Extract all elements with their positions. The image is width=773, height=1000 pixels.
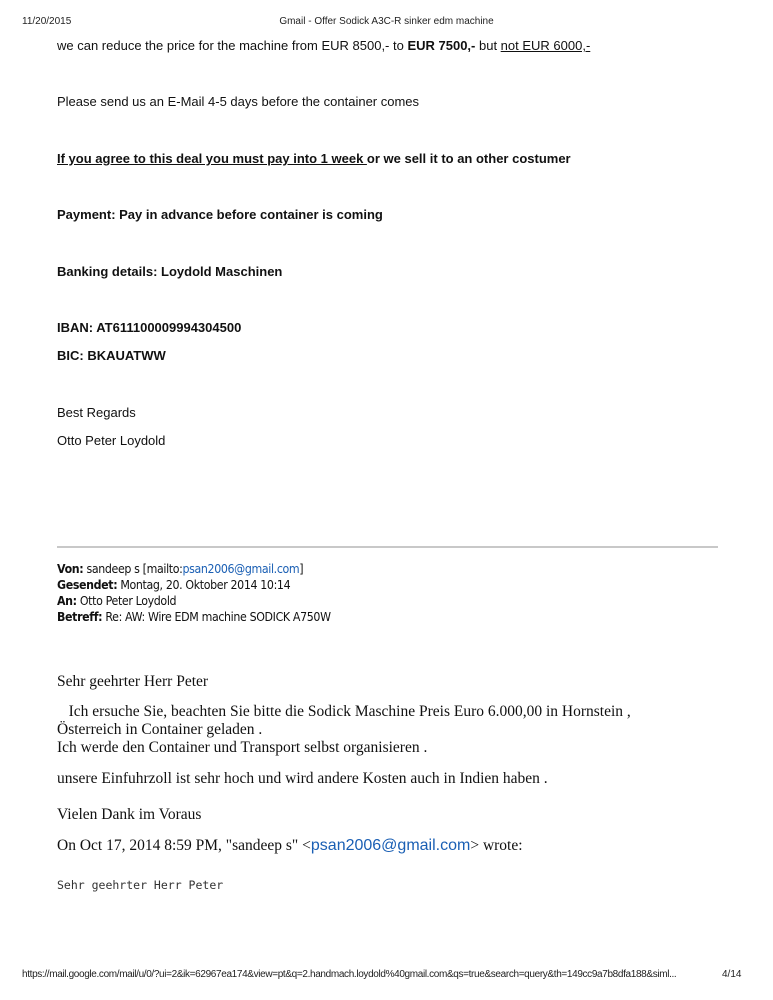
header-to bbox=[57, 594, 176, 608]
print-header bbox=[0, 16, 773, 30]
payment-terms: Payment: Pay in advance before container is coming bbox=[57, 207, 383, 222]
iban: IBAN: AT611100009994304500 bbox=[57, 320, 242, 335]
from-email-link[interactable]: psan2006@gmail.com bbox=[182, 562, 300, 576]
price-line-prefix: we can reduce the price for the machine from EUR 8500,- to bbox=[57, 38, 408, 53]
paragraph-1-line-3: Ich werde den Container und Transport selbst organisieren . bbox=[57, 739, 428, 756]
banking-details: Banking details: Loydold Maschinen bbox=[57, 264, 283, 279]
print-title: Gmail - Offer Sodick A3C-R sinker edm machine bbox=[279, 16, 494, 27]
greeting: Sehr geehrter Herr Peter bbox=[57, 673, 209, 690]
quote-email-link[interactable]: psan2006@gmail.com bbox=[310, 837, 471, 854]
thanks: Vielen Dank im Voraus bbox=[57, 806, 202, 823]
price-line bbox=[57, 38, 590, 53]
print-date: 11/20/2015 bbox=[22, 16, 72, 27]
rejected-price: not EUR 6000,- bbox=[500, 38, 591, 53]
print-url: https://mail.google.com/mail/u/0/?ui=2&ik=62967ea174&view=pt&q=2.handmach.loydold%40gmail.com&qs=true&search=query&th=149cc9a7b8dfa188&siml... bbox=[22, 969, 677, 980]
from-label: Von: bbox=[57, 562, 84, 576]
paragraph-2: unsere Einfuhrzoll ist sehr hoch und wird andere Kosten auch in Indien haben . bbox=[57, 770, 548, 787]
quote-intro-prefix: On Oct 17, 2014 8:59 PM, "sandeep s" < bbox=[57, 837, 311, 854]
header-subject bbox=[57, 610, 331, 624]
deal-line bbox=[57, 151, 571, 166]
subject-label: Betreff: bbox=[57, 610, 103, 624]
closing: Best Regards bbox=[57, 405, 136, 420]
paragraph-1-line-2: Österreich in Container geladen . bbox=[57, 721, 263, 738]
page-number: 4/14 bbox=[722, 969, 742, 980]
to-label: An: bbox=[57, 594, 77, 608]
offered-price: EUR 7500,- bbox=[407, 38, 476, 53]
bic: BIC: BKAUATWW bbox=[57, 348, 166, 363]
email-notice: Please send us an E-Mail 4-5 days before the container comes bbox=[57, 94, 420, 109]
quote-intro-suffix: > wrote: bbox=[470, 837, 523, 854]
header-sent bbox=[57, 578, 290, 592]
separator bbox=[57, 546, 718, 548]
to-value: Otto Peter Loydold bbox=[76, 594, 177, 608]
deal-line-rest: or we sell it to an other costumer bbox=[366, 151, 571, 166]
quoted-greeting: Sehr geehrter Herr Peter bbox=[57, 878, 224, 892]
price-line-middle: but bbox=[475, 38, 501, 53]
sent-label: Gesendet: bbox=[57, 578, 118, 592]
sent-value: Montag, 20. Oktober 2014 10:14 bbox=[117, 578, 291, 592]
header-from bbox=[57, 562, 303, 576]
signature: Otto Peter Loydold bbox=[57, 433, 166, 448]
deal-line-underlined: If you agree to this deal you must pay into 1 week bbox=[57, 151, 367, 166]
quote-intro bbox=[57, 837, 523, 855]
from-name: sandeep s [mailto: bbox=[83, 562, 183, 576]
paragraph-1-line-1: Ich ersuche Sie, beachten Sie bitte die Sodick Maschine Preis Euro 6.000,00 in Hornstein , bbox=[57, 703, 631, 720]
subject-value: Re: AW: Wire EDM machine SODICK A750W bbox=[102, 610, 331, 624]
from-suffix: ] bbox=[299, 562, 304, 576]
